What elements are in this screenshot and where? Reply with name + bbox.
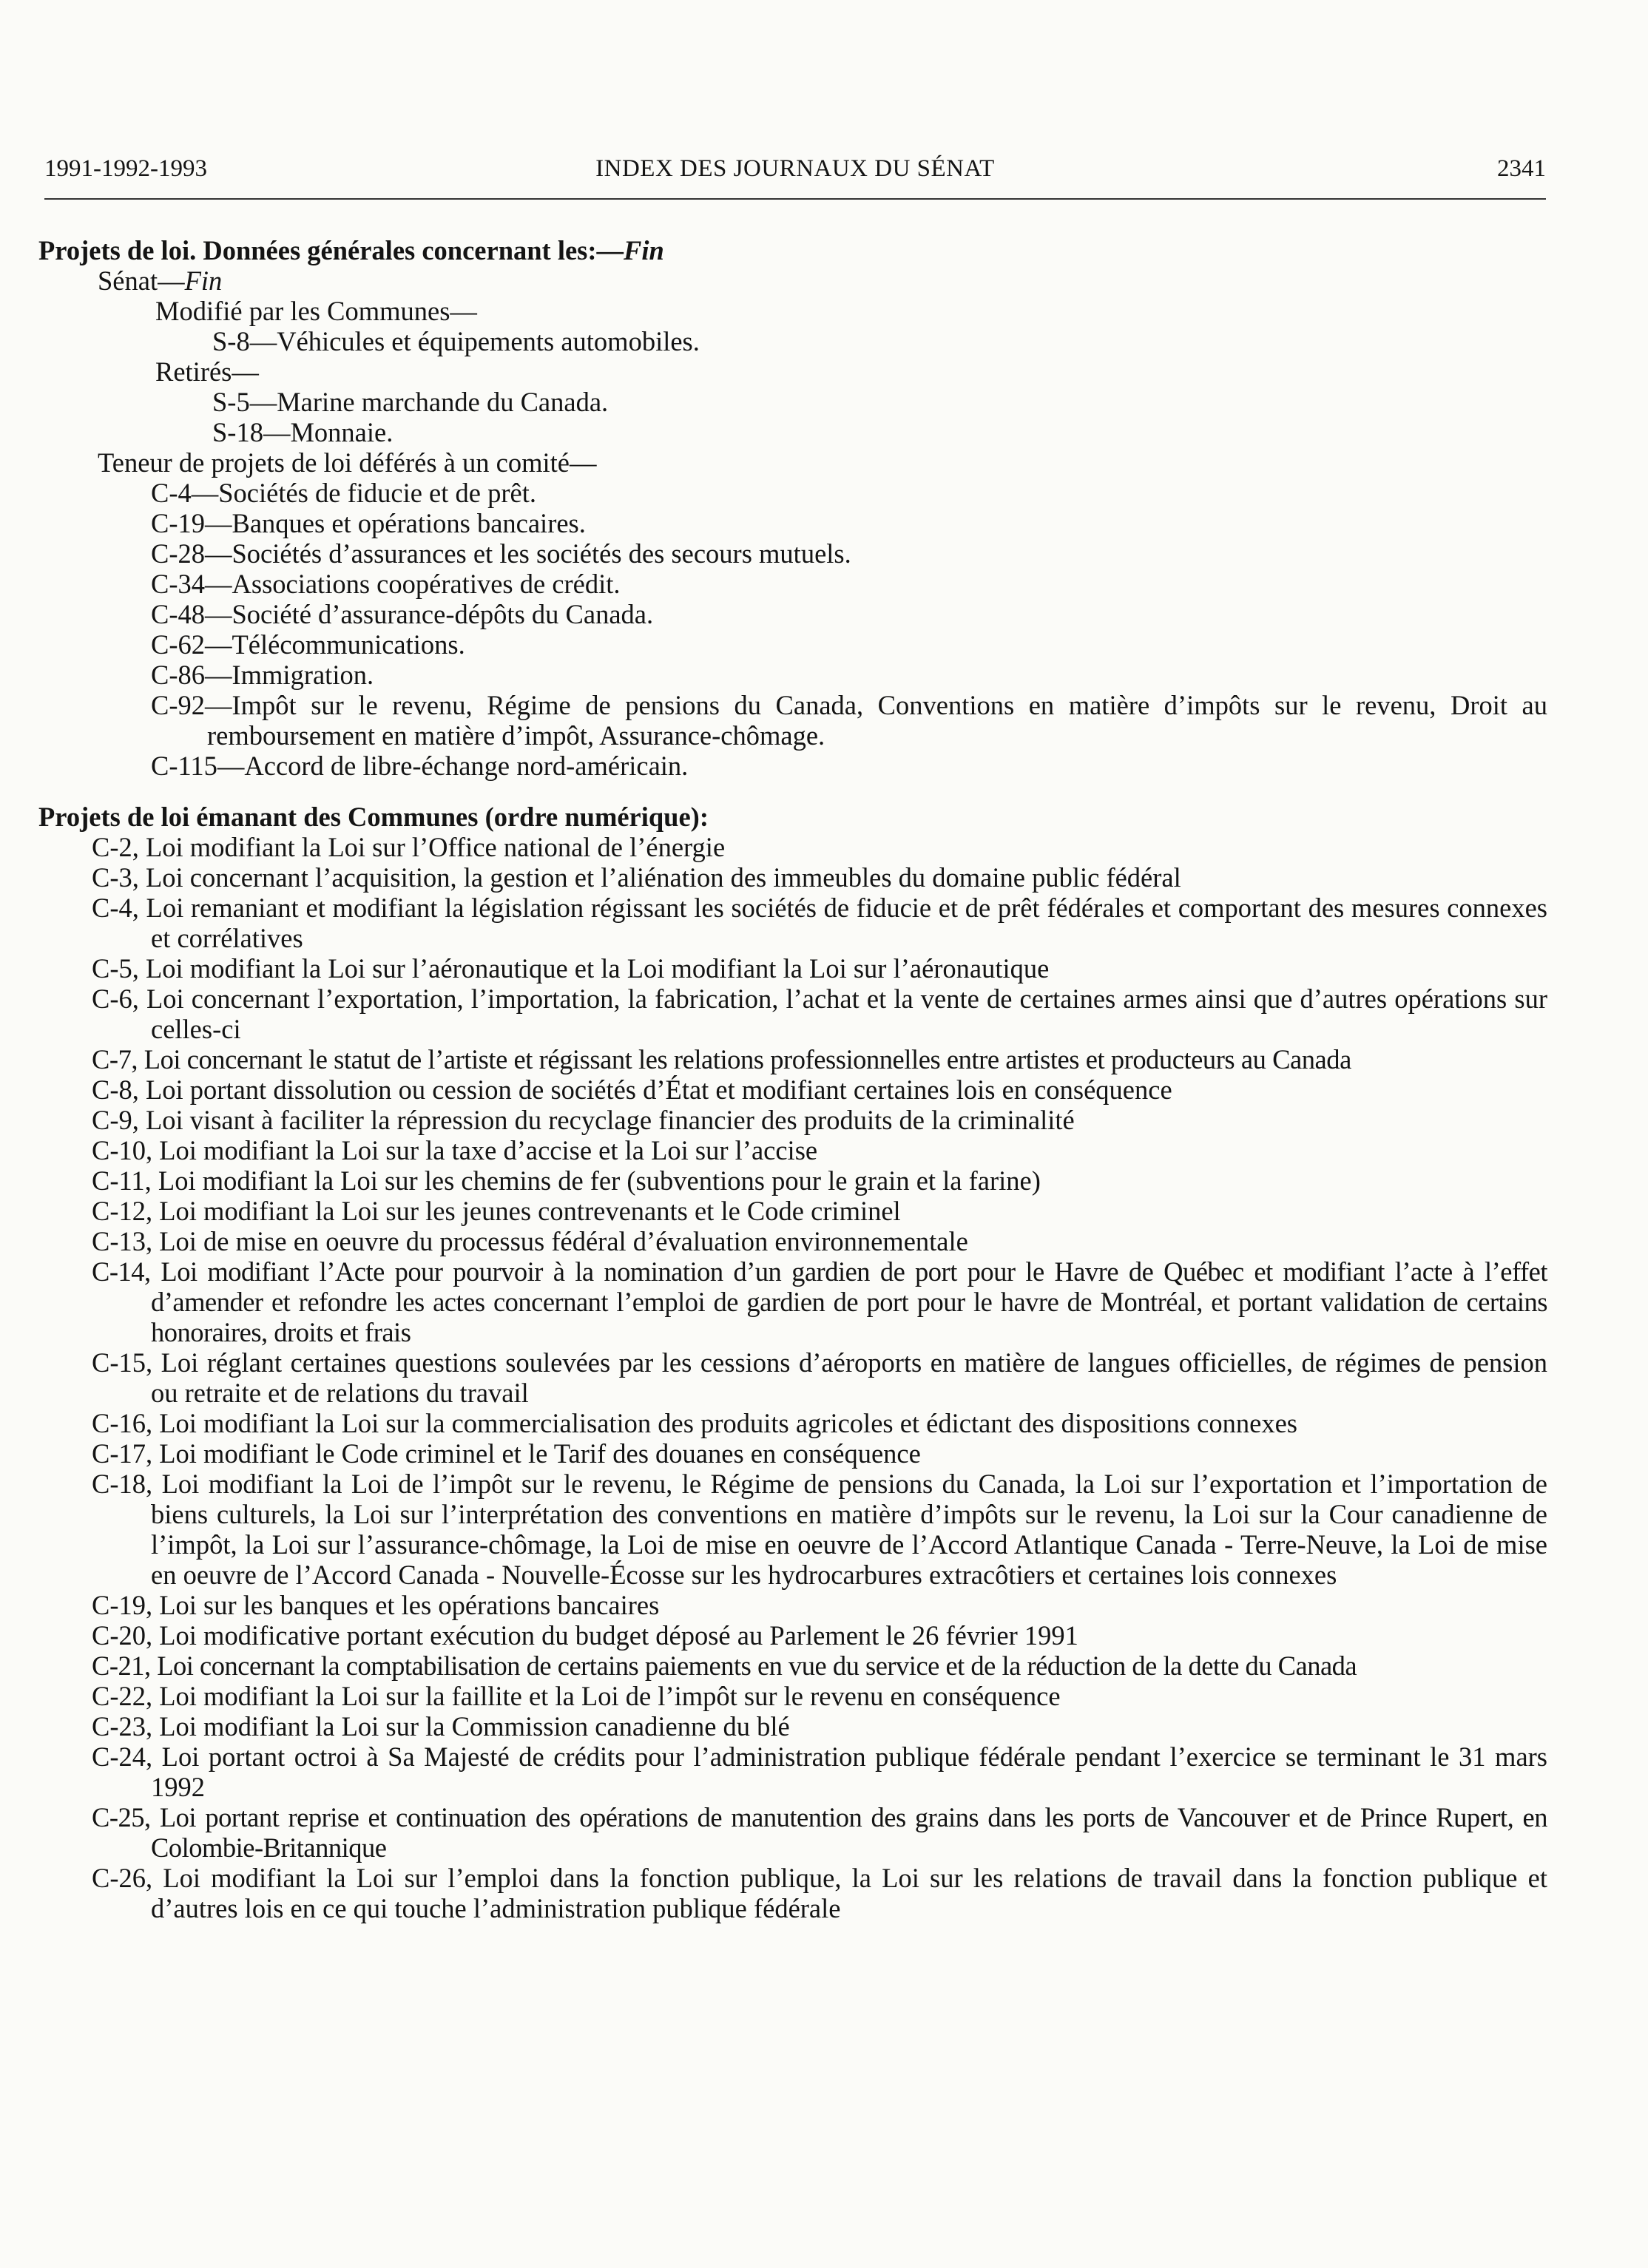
bill-entry: C-24, Loi portant octroi à Sa Majesté de crédits pour l’administration publique fédérale pendant l’exercice se terminant le 31 mars 1992: [92, 1741, 1547, 1802]
bill-entry: C-8, Loi portant dissolution ou cession de sociétés d’État et modifiant certaines lois en conséquence: [92, 1074, 1172, 1105]
bill-entry: C-5, Loi modifiant la Loi sur l’aéronautique et la Loi modifiant la Loi sur l’aéronautique: [92, 953, 1050, 984]
index-entry: C-28—Sociétés d’assurances et les sociétés des secours mutuels.: [151, 538, 851, 569]
index-entry: S-8—Véhicules et équipements automobiles.: [212, 326, 700, 356]
bill-entry: C-26, Loi modifiant la Loi sur l’emploi dans la fonction publique, la Loi sur les relations de travail dans la fonction publique et d’autres lois en ce qui touche l’administration publique fédérale: [92, 1863, 1547, 1923]
bill-entry: C-6, Loi concernant l’exportation, l’importation, la fabrication, l’achat et la vente de certaines armes ainsi que d’autres opérations sur celles-ci: [92, 984, 1547, 1044]
index-entry: S-18—Monnaie.: [212, 417, 394, 447]
index-entry: C-48—Société d’assurance-dépôts du Canada.: [151, 599, 654, 629]
index-entry: C-34—Associations coopératives de crédit.: [151, 569, 621, 599]
bill-entry: C-23, Loi modifiant la Loi sur la Commission canadienne du blé: [92, 1711, 790, 1741]
index-entry: S-5—Marine marchande du Canada.: [212, 387, 609, 417]
bill-entry: C-18, Loi modifiant la Loi de l’impôt sur le revenu, le Régime de pensions du Canada, la Loi sur l’exportation et l’importation de biens culturels, la Loi sur l’interprétation des conventions en matière d’impôts sur le revenu, la Loi sur la Cour canadienne de l’impôt, la Loi sur l’assurance-chômage, la Loi de mise en oeuvre de l’Accord Atlantique Canada - Terre-Neuve, la Loi de mise en oeuvre de l’Accord Canada - Nouvelle-Écosse sur les hydrocarbures extracôtiers et certaines lois connexes: [92, 1469, 1547, 1590]
index-entry: C-19—Banques et opérations bancaires.: [151, 508, 586, 538]
running-header: [44, 155, 1546, 192]
bill-entry: C-2, Loi modifiant la Loi sur l’Office national de l’énergie: [92, 832, 726, 862]
index-entry: C-4—Sociétés de fiducie et de prêt.: [151, 478, 536, 508]
bill-entry: C-9, Loi visant à faciliter la répression du recyclage financier des produits de la criminalité: [92, 1105, 1075, 1135]
subheading-retires: Retirés—: [155, 356, 259, 387]
index-entry: C-92—Impôt sur le revenu, Régime de pensions du Canada, Conventions en matière d’impôts sur le revenu, Droit au remboursement en matière d’impôt, Assurance-chômage.: [151, 690, 1547, 751]
bill-entry: C-16, Loi modifiant la Loi sur la commercialisation des produits agricoles et édictant des dispositions connexes: [92, 1408, 1297, 1438]
header-rule: [44, 198, 1546, 200]
bill-entry: C-19, Loi sur les banques et les opérations bancaires: [92, 1590, 660, 1620]
bill-entry: C-15, Loi réglant certaines questions soulevées par les cessions d’aéroports en matière de langues officielles, de régimes de pension ou retraite et de relations du travail: [92, 1347, 1547, 1408]
bill-entry: C-20, Loi modificative portant exécution du budget déposé au Parlement le 26 février 1991: [92, 1620, 1078, 1651]
section-heading: Projets de loi émanant des Communes (ordre numérique):: [38, 802, 709, 832]
bill-entry: C-25, Loi portant reprise et continuation des opérations de manutention des grains dans les ports de Vancouver et de Prince Rupert, en Colombie-Britannique: [92, 1802, 1547, 1863]
bill-entry: C-3, Loi concernant l’acquisition, la gestion et l’aliénation des immeubles du domaine public fédéral: [92, 862, 1181, 893]
index-entry: C-115—Accord de libre-échange nord-américain.: [151, 751, 689, 781]
bill-entry: C-14, Loi modifiant l’Acte pour pourvoir à la nomination d’un gardien de port pour le Havre de Québec et modifiant l’acte à l’effet d’amender et refondre les actes concernant l’emploi de gardien de port pour le havre de Montréal, et portant validation de certains honoraires, droits et frais: [92, 1256, 1547, 1347]
bill-entry: C-7, Loi concernant le statut de l’artiste et régissant les relations professionnelles entre artistes et producteurs au Canada: [92, 1044, 1351, 1074]
index-entry: C-62—Télécommunications.: [151, 629, 465, 660]
index-entry: C-86—Immigration.: [151, 660, 374, 690]
subheading-teneur: Teneur de projets de loi déférés à un comité—: [98, 447, 597, 478]
subheading-modifie: Modifié par les Communes—: [155, 296, 477, 326]
index-content: [38, 235, 1547, 1923]
bill-entry: C-22, Loi modifiant la Loi sur la faillite et la Loi de l’impôt sur le revenu en conséquence: [92, 1681, 1061, 1711]
bill-entry: C-17, Loi modifiant le Code criminel et le Tarif des douanes en conséquence: [92, 1438, 921, 1469]
header-title: INDEX DES JOURNAUX DU SÉNAT: [595, 155, 995, 182]
header-years: 1991-1992-1993: [44, 155, 207, 182]
bill-entry: C-11, Loi modifiant la Loi sur les chemins de fer (subventions pour le grain et la farine): [92, 1165, 1041, 1196]
bill-entry: C-4, Loi remaniant et modifiant la législation régissant les sociétés de fiducie et de prêt fédérales et comportant des mesures connexes et corrélatives: [92, 893, 1547, 953]
page-number: 2341: [1497, 155, 1546, 182]
section-heading: Projets de loi. Données générales concernant les:—Fin: [38, 235, 664, 265]
bill-entry: C-10, Loi modifiant la Loi sur la taxe d’accise et la Loi sur l’accise: [92, 1135, 818, 1165]
bill-entry: C-13, Loi de mise en oeuvre du processus fédéral d’évaluation environnementale: [92, 1226, 968, 1256]
bill-entry: C-21, Loi concernant la comptabilisation de certains paiements en vue du service et de la réduction de la dette du Canada: [92, 1651, 1357, 1681]
subheading-senat: Sénat—Fin: [98, 265, 223, 296]
bill-entry: C-12, Loi modifiant la Loi sur les jeunes contrevenants et le Code criminel: [92, 1196, 901, 1226]
